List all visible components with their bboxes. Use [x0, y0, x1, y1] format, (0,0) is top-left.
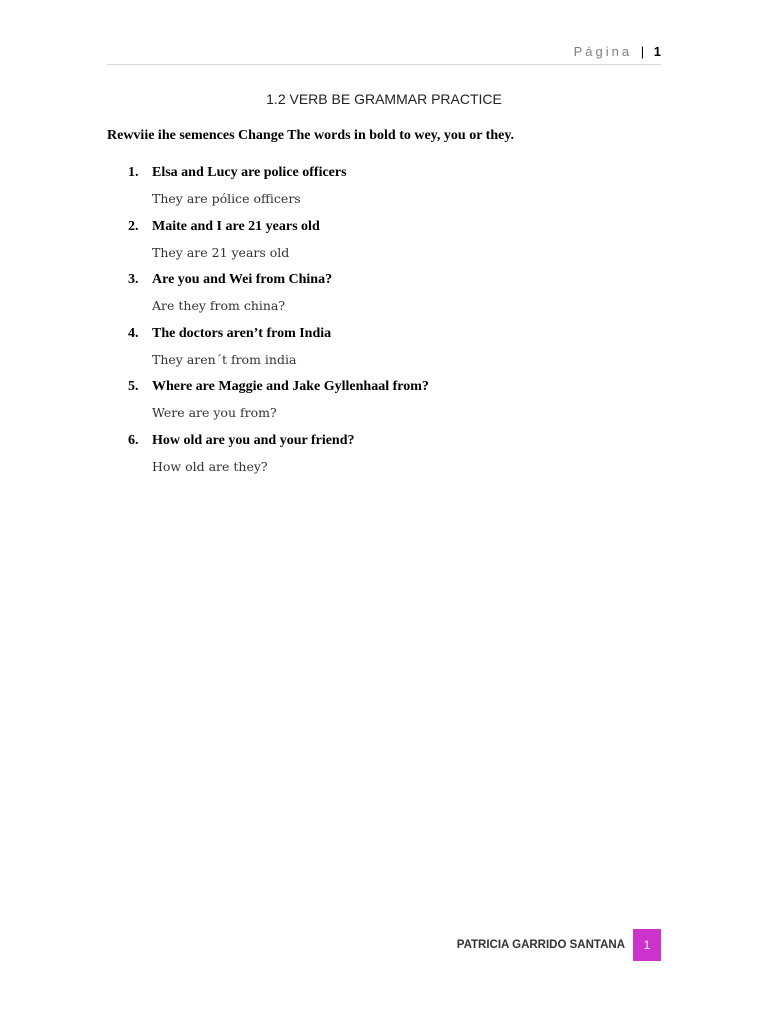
item-question: The doctors aren’t from India [152, 325, 332, 341]
item-answer: They aren´t from india [152, 351, 297, 367]
item-number: 2. [128, 218, 139, 234]
exercise-item [107, 379, 661, 433]
item-number: 6. [128, 432, 139, 448]
header-page-number: 1 [653, 44, 661, 59]
item-answer: Are they from china? [152, 298, 286, 314]
item-question: Are you and Wei from China? [152, 272, 333, 288]
header-divider [107, 64, 661, 65]
item-question: Maite and I are 21 years old [152, 218, 320, 234]
item-answer: They are 21 years old [152, 244, 290, 260]
page-label: Página [573, 44, 633, 59]
instructions: Rewviie ihe semences Change The words in bold to wey, you or they. [107, 128, 515, 143]
item-number: 5. [128, 379, 139, 395]
page-footer [457, 929, 661, 961]
item-answer: Were are you from? [152, 405, 277, 421]
footer-page-badge: 1 [633, 929, 661, 961]
exercise-list [107, 165, 661, 487]
exercise-item [107, 219, 661, 273]
item-number: 4. [128, 325, 139, 341]
item-answer: How old are they? [152, 458, 268, 474]
exercise-item [107, 272, 661, 326]
page-separator: | [640, 44, 645, 59]
item-question: Elsa and Lucy are police officers [152, 165, 347, 180]
item-question: Where are Maggie and Jake Gyllenhaal from? [152, 379, 429, 395]
footer-author: PATRICIA GARRIDO SANTANA [456, 939, 625, 951]
page-header [574, 44, 661, 59]
document-title: 1.2 VERB BE GRAMMAR PRACTICE [266, 91, 502, 107]
exercise-item [107, 433, 661, 487]
item-number: 3. [128, 272, 139, 288]
item-answer: They are pólice officers [152, 191, 301, 206]
item-number: 1. [128, 165, 139, 180]
item-question: How old are you and your friend? [152, 432, 355, 448]
exercise-item [107, 326, 661, 380]
exercise-item [107, 165, 661, 219]
